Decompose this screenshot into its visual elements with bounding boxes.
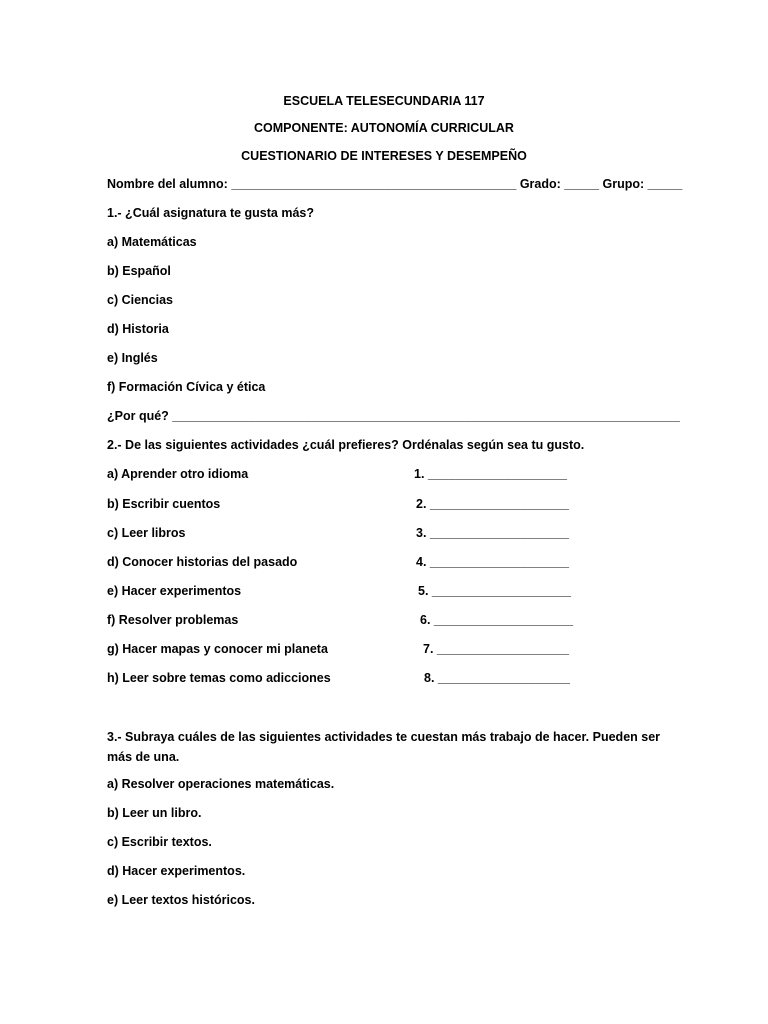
q2-option: h) Leer sobre temas como adicciones [107, 671, 331, 685]
q1-option: c) Ciencias [107, 293, 174, 307]
q2-rank-line: 6. ____________________ [420, 613, 573, 627]
q1-option: f) Formación Cívica y ética [107, 380, 266, 394]
question-1: 1.- ¿Cuál asignatura te gusta más? [107, 206, 314, 220]
q3-option: c) Escribir textos. [107, 835, 212, 849]
q2-option: f) Resolver problemas [107, 613, 239, 627]
q2-option: d) Conocer historias del pasado [107, 555, 298, 569]
q3-option: e) Leer textos históricos. [107, 893, 255, 907]
q2-option: a) Aprender otro idioma [107, 467, 249, 481]
question-3: 3.- Subraya cuáles de las siguientes actividades te cuestan más trabajo de hacer. Pueden ser más de una. [107, 730, 661, 764]
q2-rank-line: 7. ___________________ [423, 642, 569, 656]
q3-option: d) Hacer experimentos. [107, 864, 246, 878]
q1-option: d) Historia [107, 322, 169, 336]
q2-option: e) Hacer experimentos [107, 584, 242, 598]
q2-rank-line: 2. ____________________ [416, 497, 569, 511]
q2-option: g) Hacer mapas y conocer mi planeta [107, 642, 328, 656]
q1-why-line: ¿Por qué? _________________________________________________________________________ [107, 409, 680, 423]
q3-option: b) Leer un libro. [107, 806, 202, 820]
q2-rank-line: 3. ____________________ [416, 526, 569, 540]
q3-option: a) Resolver operaciones matemáticas. [107, 777, 335, 791]
student-info-line: Nombre del alumno: _________________________________________ Grado: _____ Grupo: _____ [107, 177, 683, 191]
q2-rank-line: 1. ____________________ [414, 467, 567, 481]
q1-option: e) Inglés [107, 351, 158, 365]
question-2: 2.- De las siguientes actividades ¿cuál prefieres? Ordénalas según sea tu gusto. [107, 438, 585, 452]
component-title: COMPONENTE: AUTONOMÍA CURRICULAR [254, 121, 514, 135]
q1-option: a) Matemáticas [107, 235, 197, 249]
school-name: ESCUELA TELESECUNDARIA 117 [283, 94, 485, 108]
q2-option: b) Escribir cuentos [107, 497, 221, 511]
q2-rank-line: 4. ____________________ [416, 555, 569, 569]
q2-rank-line: 8. ___________________ [424, 671, 570, 685]
q2-option: c) Leer libros [107, 526, 186, 540]
questionnaire-title: CUESTIONARIO DE INTERESES Y DESEMPEÑO [241, 149, 527, 163]
q2-rank-line: 5. ____________________ [418, 584, 571, 598]
q1-option: b) Español [107, 264, 171, 278]
